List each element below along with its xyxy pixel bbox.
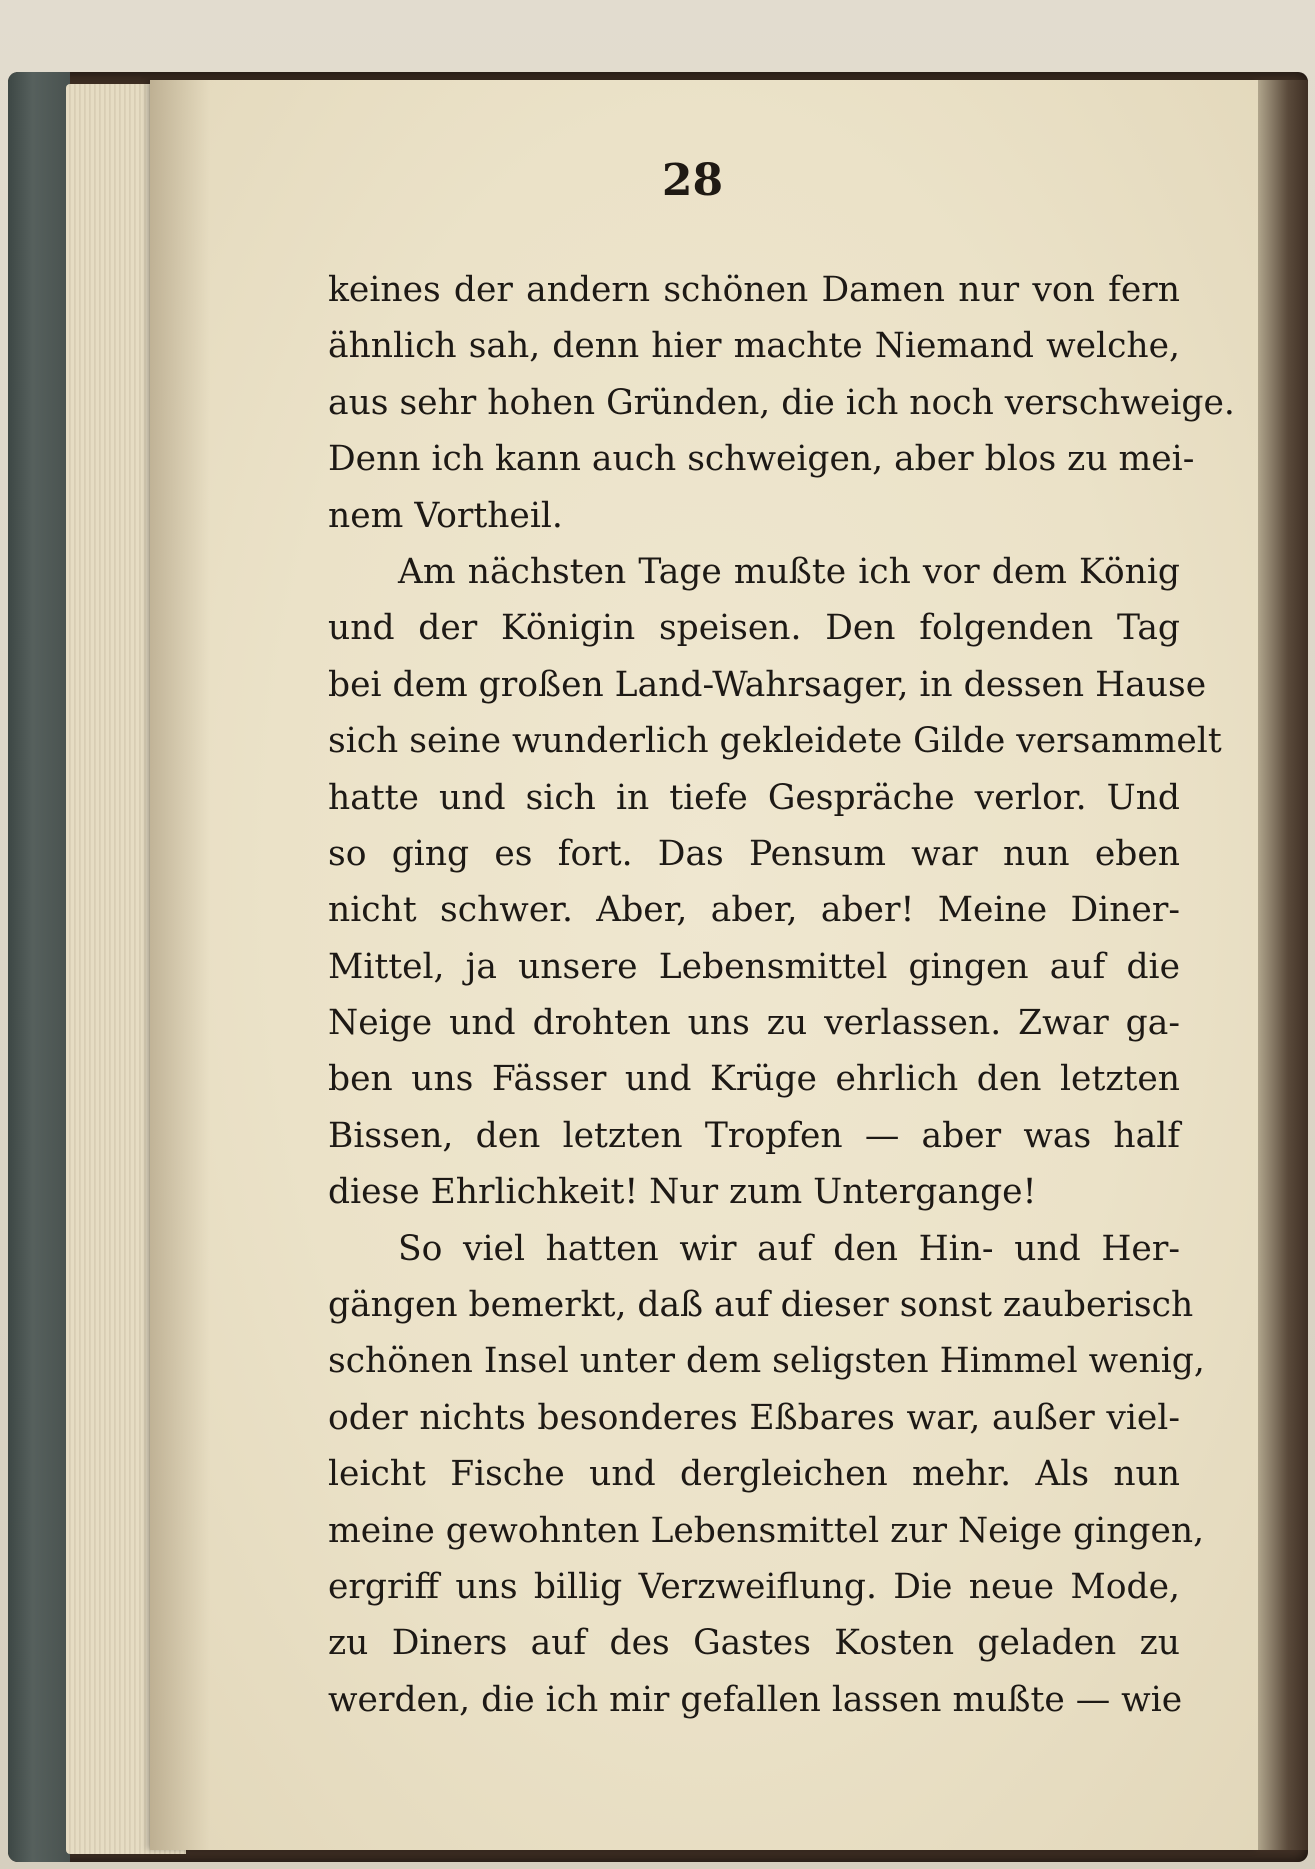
text-line: Mittel, ja unsere Lebensmittel gingen auf die bbox=[328, 946, 1180, 987]
text-line: so ging es fort. Das Pensum war nun eben bbox=[328, 833, 1180, 874]
text-line: zu Diners auf des Gastes Kosten geladen zu bbox=[328, 1623, 1180, 1664]
text-line: Am nächsten Tage mußte ich vor dem König bbox=[398, 551, 1180, 592]
text-line: sich seine wunderlich gekleidete Gilde versammelt bbox=[328, 721, 1222, 762]
text-line: werden, die ich mir gefallen lassen mußte — wie bbox=[328, 1679, 1183, 1720]
book-spine-cloth bbox=[8, 72, 70, 1862]
text-line: schönen Insel unter dem seligsten Himmel wenig, bbox=[328, 1341, 1205, 1382]
text-line: diese Ehrlichkeit! Nur zum Untergange! bbox=[328, 1172, 1037, 1213]
book-cover-edge bbox=[1258, 80, 1308, 1850]
text-line: meine gewohnten Lebensmittel zur Neige gingen, bbox=[328, 1510, 1205, 1551]
text-line: So viel hatten wir auf den Hin- und Her- bbox=[398, 1228, 1180, 1269]
text-line: Neige und drohten uns zu verlassen. Zwar ga- bbox=[328, 1003, 1180, 1044]
text-line: Denn ich kann auch schweigen, aber blos zu mei- bbox=[328, 439, 1195, 480]
text-line: ergriff uns billig Verzweiflung. Die neue Mode, bbox=[328, 1566, 1180, 1607]
text-line: hatte und sich in tiefe Gespräche verlor. Und bbox=[328, 777, 1180, 818]
text-line: gängen bemerkt, daß auf dieser sonst zauberisch bbox=[328, 1285, 1194, 1326]
text-line: keines der andern schönen Damen nur von fern bbox=[328, 270, 1180, 310]
text-line: oder nichts besonderes Eßbares war, außer viel- bbox=[328, 1397, 1180, 1438]
text-line: bei dem großen Land-Wahrsager, in dessen Hause bbox=[328, 664, 1207, 705]
text-line: aus sehr hohen Gründen, die ich noch verschweige. bbox=[328, 382, 1235, 423]
page-number: 28 bbox=[661, 155, 724, 206]
text-line: nem Vortheil. bbox=[328, 495, 563, 536]
gutter-shadow bbox=[150, 80, 210, 1850]
text-line: und der Königin speisen. Den folgenden Tag bbox=[328, 608, 1180, 649]
text-line: leicht Fische und dergleichen mehr. Als nun bbox=[328, 1454, 1180, 1495]
text-line: ben uns Fässer und Krüge ehrlich den letzten bbox=[328, 1059, 1180, 1100]
text-line: nicht schwer. Aber, aber, aber! Meine Diner- bbox=[328, 890, 1180, 931]
body-text bbox=[328, 262, 1235, 1728]
text-line: ähnlich sah, denn hier machte Niemand welche, bbox=[328, 326, 1180, 367]
text-line: Bissen, den letzten Tropfen — aber was half bbox=[328, 1115, 1180, 1156]
